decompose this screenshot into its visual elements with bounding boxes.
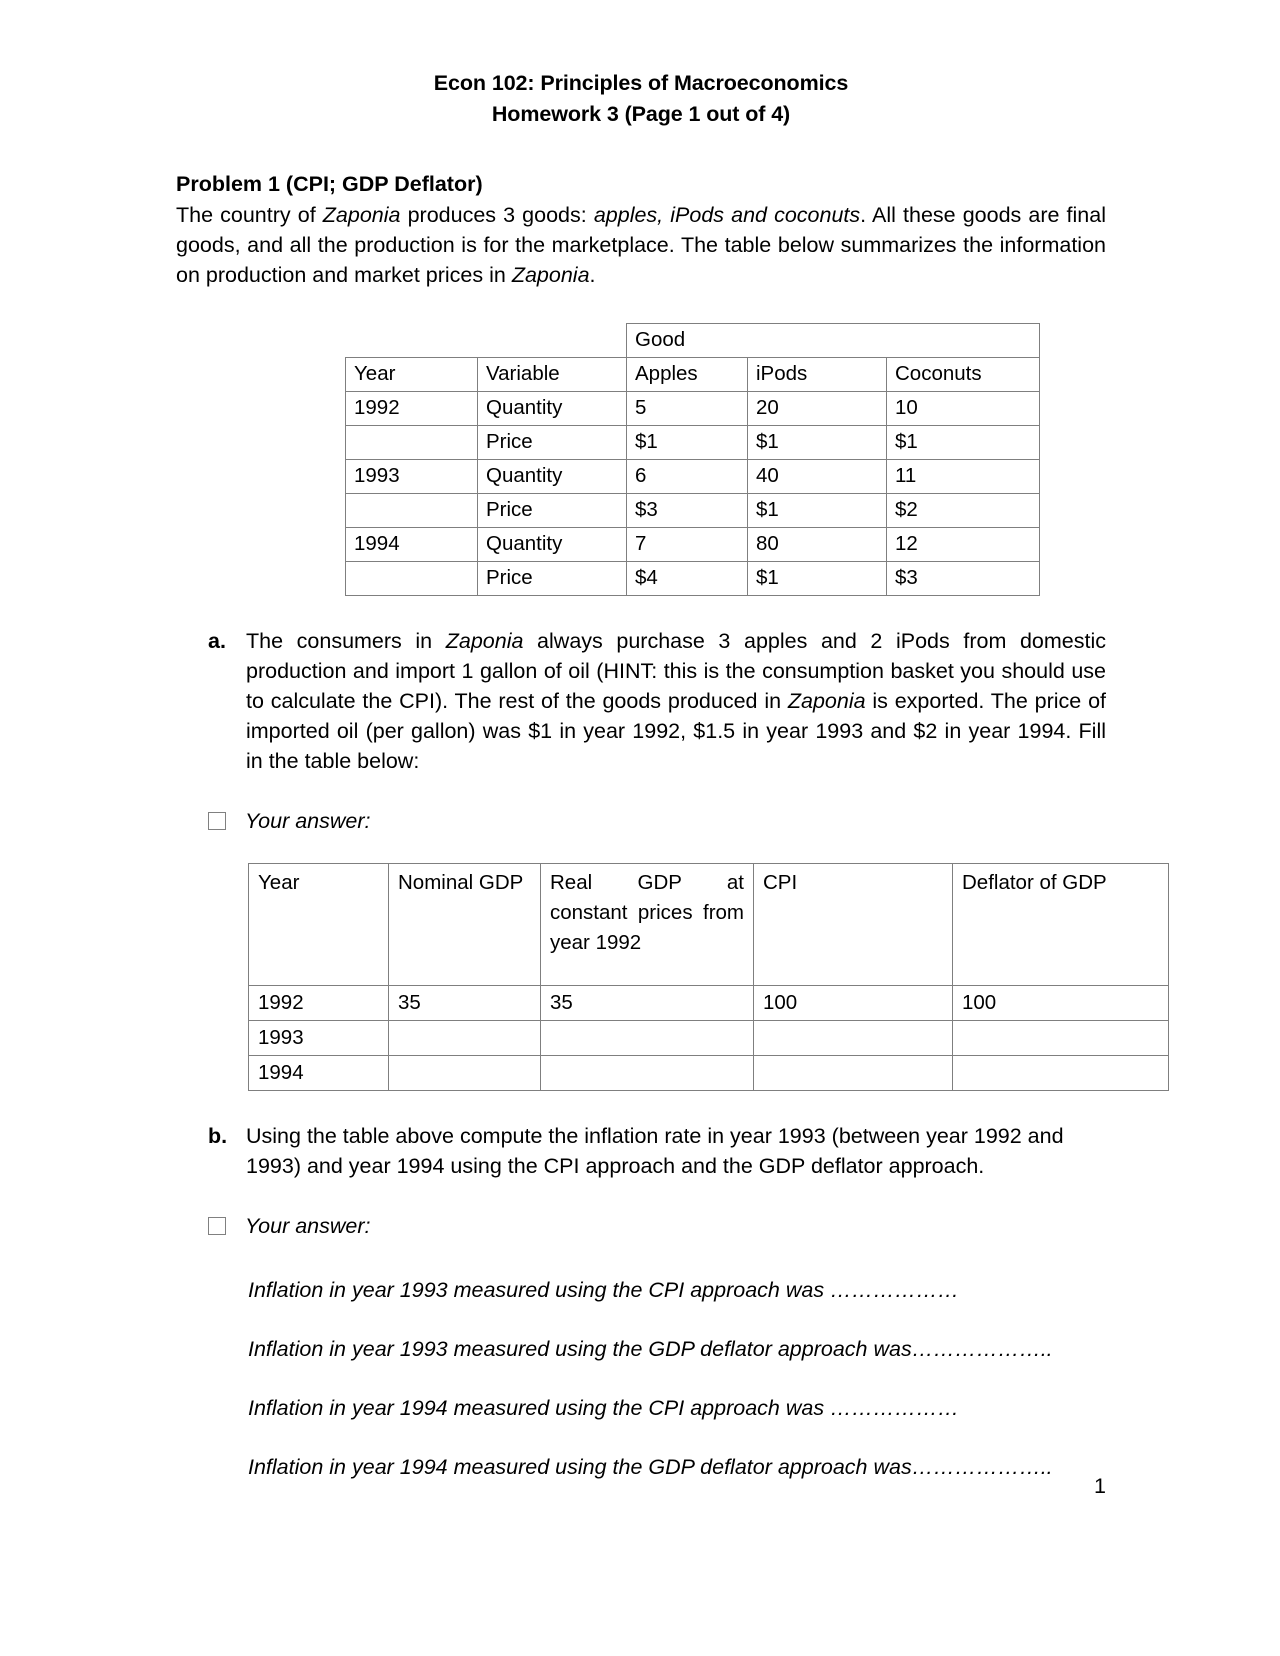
col-header-deflator: Deflator of GDP (953, 864, 1169, 986)
cell-nominal-gdp[interactable] (389, 1056, 541, 1091)
cell-variable: Quantity (478, 460, 627, 494)
inflation-line-1994-deflator: Inflation in year 1994 measured using the GDP deflator approach was……………….. (248, 1455, 1053, 1479)
cell-ipods: 20 (748, 392, 887, 426)
inflation-answer-lines (176, 1275, 1106, 1482)
question-text-b: Using the table above compute the inflation rate in year 1993 (between year 1992 and 1993) and year 1994 using the CPI approach and the GDP deflator approach. (246, 1124, 1064, 1178)
cell-apples: 6 (627, 460, 748, 494)
empty-cell (346, 324, 478, 358)
cell-year: 1992 (346, 392, 478, 426)
intro-goods-list: apples, iPods and coconuts (593, 203, 861, 227)
table-row (346, 460, 1040, 494)
cell-variable: Quantity (478, 528, 627, 562)
cell-real-gdp[interactable]: 35 (541, 986, 754, 1021)
intro-text-2: produces 3 goods: (400, 203, 594, 227)
good-group-header: Good (627, 324, 1040, 358)
table-row-group-header (346, 324, 1040, 358)
page-number: 1 (1094, 1474, 1106, 1498)
cell-real-gdp[interactable] (541, 1056, 754, 1091)
cell-cpi[interactable] (754, 1056, 953, 1091)
col-header-apples: Apples (627, 358, 748, 392)
part-a-country-1: Zaponia (445, 629, 524, 653)
part-a-text-2: always purchase 3 apples and 2 iPods from domestic production and import 1 gallon of oil (HINT: this is the consumption basket you should use to calculate the CPI). The rest of the goods produced in (246, 629, 1106, 713)
question-marker-a: a. (208, 629, 226, 653)
intro-text-4: . (589, 263, 596, 287)
problem-heading: Problem 1 (CPI; GDP Deflator) (176, 172, 483, 196)
course-title: Econ 102: Principles of Macroeconomics (433, 71, 849, 95)
table-row (346, 426, 1040, 460)
cell-deflator[interactable] (953, 1056, 1169, 1091)
cell-apples: 7 (627, 528, 748, 562)
table-row (249, 1021, 1169, 1056)
cell-year (346, 426, 478, 460)
part-a-text-3: is exported. The price of imported oil (per gallon) was $1 in year 1992, $1.5 in year 1993 and $2 in year 1994. Fill in the table below: (246, 689, 1106, 773)
cell-year: 1992 (249, 986, 389, 1021)
your-answer-text: Your answer: (245, 809, 371, 833)
page-content (176, 0, 1106, 1482)
cell-deflator[interactable]: 100 (953, 986, 1169, 1021)
answer-table (248, 863, 1169, 1091)
cell-variable: Quantity (478, 392, 627, 426)
cell-apples: $3 (627, 494, 748, 528)
answer-table-wrapper (248, 863, 1106, 1091)
cell-ipods: $1 (748, 562, 887, 596)
cell-coconuts: $1 (887, 426, 1040, 460)
cell-year: 1994 (346, 528, 478, 562)
cell-ipods: $1 (748, 494, 887, 528)
table-row (346, 392, 1040, 426)
table-row (346, 562, 1040, 596)
empty-cell (478, 324, 627, 358)
production-table (345, 323, 1040, 596)
question-marker-b: b. (208, 1124, 228, 1148)
cell-apples: $1 (627, 426, 748, 460)
cell-year (346, 494, 478, 528)
cell-variable: Price (478, 494, 627, 528)
document-header (176, 0, 1106, 130)
col-header-ipods: iPods (748, 358, 887, 392)
cell-year (346, 562, 478, 596)
inflation-line-1994-cpi: Inflation in year 1994 measured using the CPI approach was ……………… (248, 1396, 960, 1420)
part-a-text-1: The consumers in (246, 629, 446, 653)
cell-variable: Price (478, 426, 627, 460)
col-header-variable: Variable (478, 358, 627, 392)
cell-ipods: 80 (748, 528, 887, 562)
part-a-country-2: Zaponia (787, 689, 866, 713)
cell-cpi[interactable] (754, 1021, 953, 1056)
cell-ipods: 40 (748, 460, 887, 494)
cell-deflator[interactable] (953, 1021, 1169, 1056)
table-row (249, 986, 1169, 1021)
your-answer-label-b (176, 1211, 1106, 1241)
cell-coconuts: 12 (887, 528, 1040, 562)
cell-year: 1993 (249, 1021, 389, 1056)
cell-coconuts: 11 (887, 460, 1040, 494)
inflation-line-1993-deflator: Inflation in year 1993 measured using the GDP deflator approach was……………….. (248, 1337, 1053, 1361)
cell-coconuts: $3 (887, 562, 1040, 596)
your-answer-text: Your answer: (245, 1214, 371, 1238)
cell-coconuts: 10 (887, 392, 1040, 426)
homework-title: Homework 3 (Page 1 out of 4) (491, 102, 791, 126)
col-header-coconuts: Coconuts (887, 358, 1040, 392)
col-header-cpi: CPI (754, 864, 953, 986)
table-row (346, 494, 1040, 528)
inflation-line-1993-cpi: Inflation in year 1993 measured using the CPI approach was ……………… (248, 1278, 960, 1302)
cell-apples: $4 (627, 562, 748, 596)
your-answer-label-a (176, 806, 1106, 836)
cell-nominal-gdp[interactable] (389, 1021, 541, 1056)
problem-intro-paragraph (176, 200, 1106, 290)
cell-real-gdp[interactable] (541, 1021, 754, 1056)
col-header-year: Year (249, 864, 389, 986)
intro-text-3: . All these goods are final goods, and all the production is for the marketplace. The table below summarizes the information on production and market prices in (176, 203, 1106, 287)
cell-variable: Price (478, 562, 627, 596)
intro-text-1: The country of (176, 203, 323, 227)
checkbox-empty-icon[interactable] (208, 812, 226, 830)
question-text-a (246, 626, 1106, 776)
table-row-column-headers (346, 358, 1040, 392)
cell-ipods: $1 (748, 426, 887, 460)
col-header-nominal-gdp: Nominal GDP (389, 864, 541, 986)
cell-year: 1994 (249, 1056, 389, 1091)
col-header-year: Year (346, 358, 478, 392)
question-item-a (176, 626, 1106, 776)
table-row (346, 528, 1040, 562)
intro-country-2: Zaponia (511, 263, 590, 287)
intro-country-1: Zaponia (322, 203, 401, 227)
cell-nominal-gdp[interactable]: 35 (389, 986, 541, 1021)
col-header-real-gdp: Real GDP at constant prices from year 1992 (541, 864, 754, 986)
cell-apples: 5 (627, 392, 748, 426)
question-item-b (176, 1121, 1106, 1181)
cell-year: 1993 (346, 460, 478, 494)
cell-coconuts: $2 (887, 494, 1040, 528)
production-table-wrapper (345, 323, 1106, 596)
table-row-column-headers (249, 864, 1169, 986)
cell-cpi[interactable]: 100 (754, 986, 953, 1021)
checkbox-empty-icon[interactable] (208, 1217, 226, 1235)
table-row (249, 1056, 1169, 1091)
